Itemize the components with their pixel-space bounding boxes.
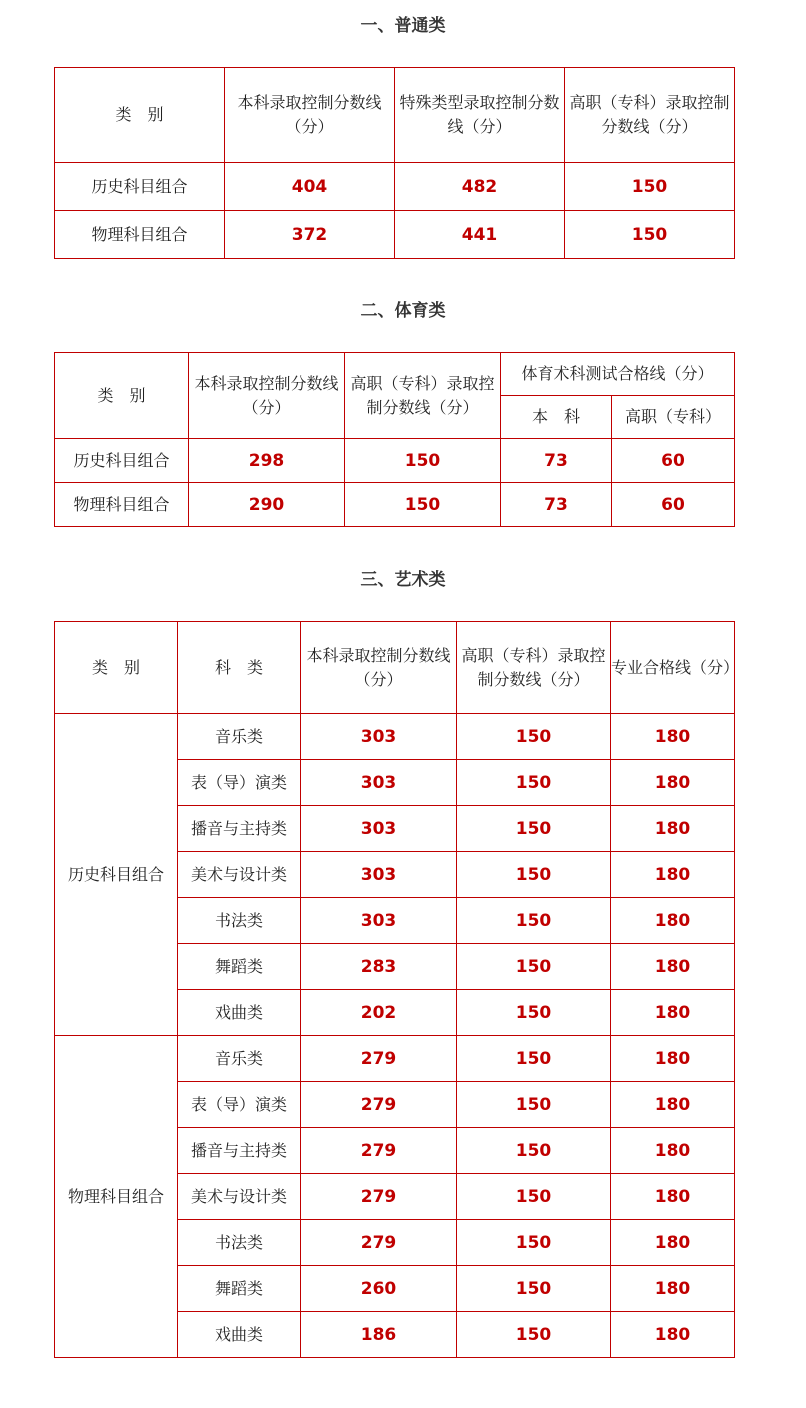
header-subject: 科 类 [178, 622, 301, 714]
score-cell: 150 [457, 852, 611, 898]
score-cell: 60 [612, 483, 735, 527]
row-category: 物理科目组合 [55, 483, 189, 527]
header-special-line: 特殊类型录取控制分数线（分） [395, 68, 565, 163]
table-header-row [55, 353, 735, 396]
row-subject: 音乐类 [178, 1036, 301, 1082]
row-subject: 音乐类 [178, 714, 301, 760]
score-cell: 180 [611, 1220, 735, 1266]
row-category: 历史科目组合 [55, 163, 225, 211]
header-sports-test-line: 体育术科测试合格线（分） [501, 353, 735, 396]
header-vocational-line: 高职（专科）录取控制分数线（分） [565, 68, 735, 163]
header-category: 类 别 [55, 353, 189, 439]
score-cell: 150 [457, 1220, 611, 1266]
score-cell: 180 [611, 1128, 735, 1174]
header-vocational-line: 高职（专科）录取控制分数线（分） [457, 622, 611, 714]
header-professional-line: 专业合格线（分） [611, 622, 735, 714]
score-cell: 150 [457, 1082, 611, 1128]
header-category: 类 别 [55, 622, 178, 714]
row-subject: 舞蹈类 [178, 944, 301, 990]
section-title-arts: 三、艺术类 [360, 570, 446, 590]
score-cell: 279 [301, 1128, 457, 1174]
section-title-sports: 二、体育类 [360, 301, 446, 321]
score-cell: 180 [611, 1082, 735, 1128]
row-subject: 播音与主持类 [178, 806, 301, 852]
score-cell: 150 [457, 1036, 611, 1082]
score-cell: 303 [301, 898, 457, 944]
score-cell: 150 [345, 439, 501, 483]
row-subject: 戏曲类 [178, 990, 301, 1036]
row-category: 物理科目组合 [55, 211, 225, 259]
sports-score-table [54, 352, 735, 527]
score-cell: 482 [395, 163, 565, 211]
header-undergrad-line: 本科录取控制分数线（分） [225, 68, 395, 163]
score-cell: 150 [457, 714, 611, 760]
score-cell: 180 [611, 1174, 735, 1220]
score-cell: 73 [501, 483, 612, 527]
score-cell: 180 [611, 1036, 735, 1082]
score-cell: 180 [611, 1312, 735, 1358]
section-title-general: 一、普通类 [360, 16, 446, 36]
row-subject: 书法类 [178, 898, 301, 944]
score-cell: 73 [501, 439, 612, 483]
score-cell: 298 [189, 439, 345, 483]
table-row [55, 439, 735, 483]
score-cell: 180 [611, 852, 735, 898]
row-subject: 播音与主持类 [178, 1128, 301, 1174]
table-header-row [55, 622, 735, 714]
score-cell: 180 [611, 714, 735, 760]
group-category: 历史科目组合 [55, 714, 178, 1036]
group-category: 物理科目组合 [55, 1036, 178, 1358]
score-cell: 150 [457, 1128, 611, 1174]
score-cell: 150 [457, 1312, 611, 1358]
general-score-table [54, 67, 735, 259]
table-row [55, 483, 735, 527]
score-cell: 150 [457, 806, 611, 852]
table-row [55, 211, 735, 259]
score-cell: 180 [611, 898, 735, 944]
subheader-undergrad: 本 科 [501, 396, 612, 439]
score-cell: 180 [611, 990, 735, 1036]
score-cell: 150 [565, 163, 735, 211]
header-undergrad-line: 本科录取控制分数线（分） [301, 622, 457, 714]
score-cell: 150 [565, 211, 735, 259]
score-cell: 404 [225, 163, 395, 211]
score-cell: 283 [301, 944, 457, 990]
score-cell: 279 [301, 1174, 457, 1220]
row-subject: 表（导）演类 [178, 1082, 301, 1128]
score-cell: 150 [457, 990, 611, 1036]
header-undergrad-line: 本科录取控制分数线（分） [189, 353, 345, 439]
score-cell: 150 [457, 898, 611, 944]
score-cell: 186 [301, 1312, 457, 1358]
header-category: 类 别 [55, 68, 225, 163]
score-cell: 260 [301, 1266, 457, 1312]
arts-score-table [54, 621, 740, 1358]
score-cell: 303 [301, 714, 457, 760]
table-row [55, 1036, 735, 1082]
header-vocational-line: 高职（专科）录取控制分数线（分） [345, 353, 501, 439]
score-cell: 279 [301, 1082, 457, 1128]
score-cell: 180 [611, 760, 735, 806]
score-cell: 180 [611, 944, 735, 990]
row-category: 历史科目组合 [55, 439, 189, 483]
subheader-vocational: 高职（专科） [612, 396, 735, 439]
score-cell: 290 [189, 483, 345, 527]
score-cell: 150 [457, 1266, 611, 1312]
score-cell: 303 [301, 852, 457, 898]
score-cell: 303 [301, 806, 457, 852]
score-cell: 279 [301, 1036, 457, 1082]
score-cell: 202 [301, 990, 457, 1036]
table-row [55, 163, 735, 211]
score-cell: 279 [301, 1220, 457, 1266]
score-cell: 372 [225, 211, 395, 259]
score-cell: 150 [457, 1174, 611, 1220]
score-cell: 180 [611, 1266, 735, 1312]
row-subject: 书法类 [178, 1220, 301, 1266]
table-header-row [55, 68, 735, 163]
score-cell: 180 [611, 806, 735, 852]
score-cell: 150 [457, 944, 611, 990]
row-subject: 美术与设计类 [178, 1174, 301, 1220]
score-cell: 441 [395, 211, 565, 259]
row-subject: 戏曲类 [178, 1312, 301, 1358]
table-row [55, 714, 735, 760]
row-subject: 舞蹈类 [178, 1266, 301, 1312]
score-cell: 303 [301, 760, 457, 806]
score-cell: 150 [345, 483, 501, 527]
score-cell: 60 [612, 439, 735, 483]
row-subject: 表（导）演类 [178, 760, 301, 806]
row-subject: 美术与设计类 [178, 852, 301, 898]
score-cell: 150 [457, 760, 611, 806]
